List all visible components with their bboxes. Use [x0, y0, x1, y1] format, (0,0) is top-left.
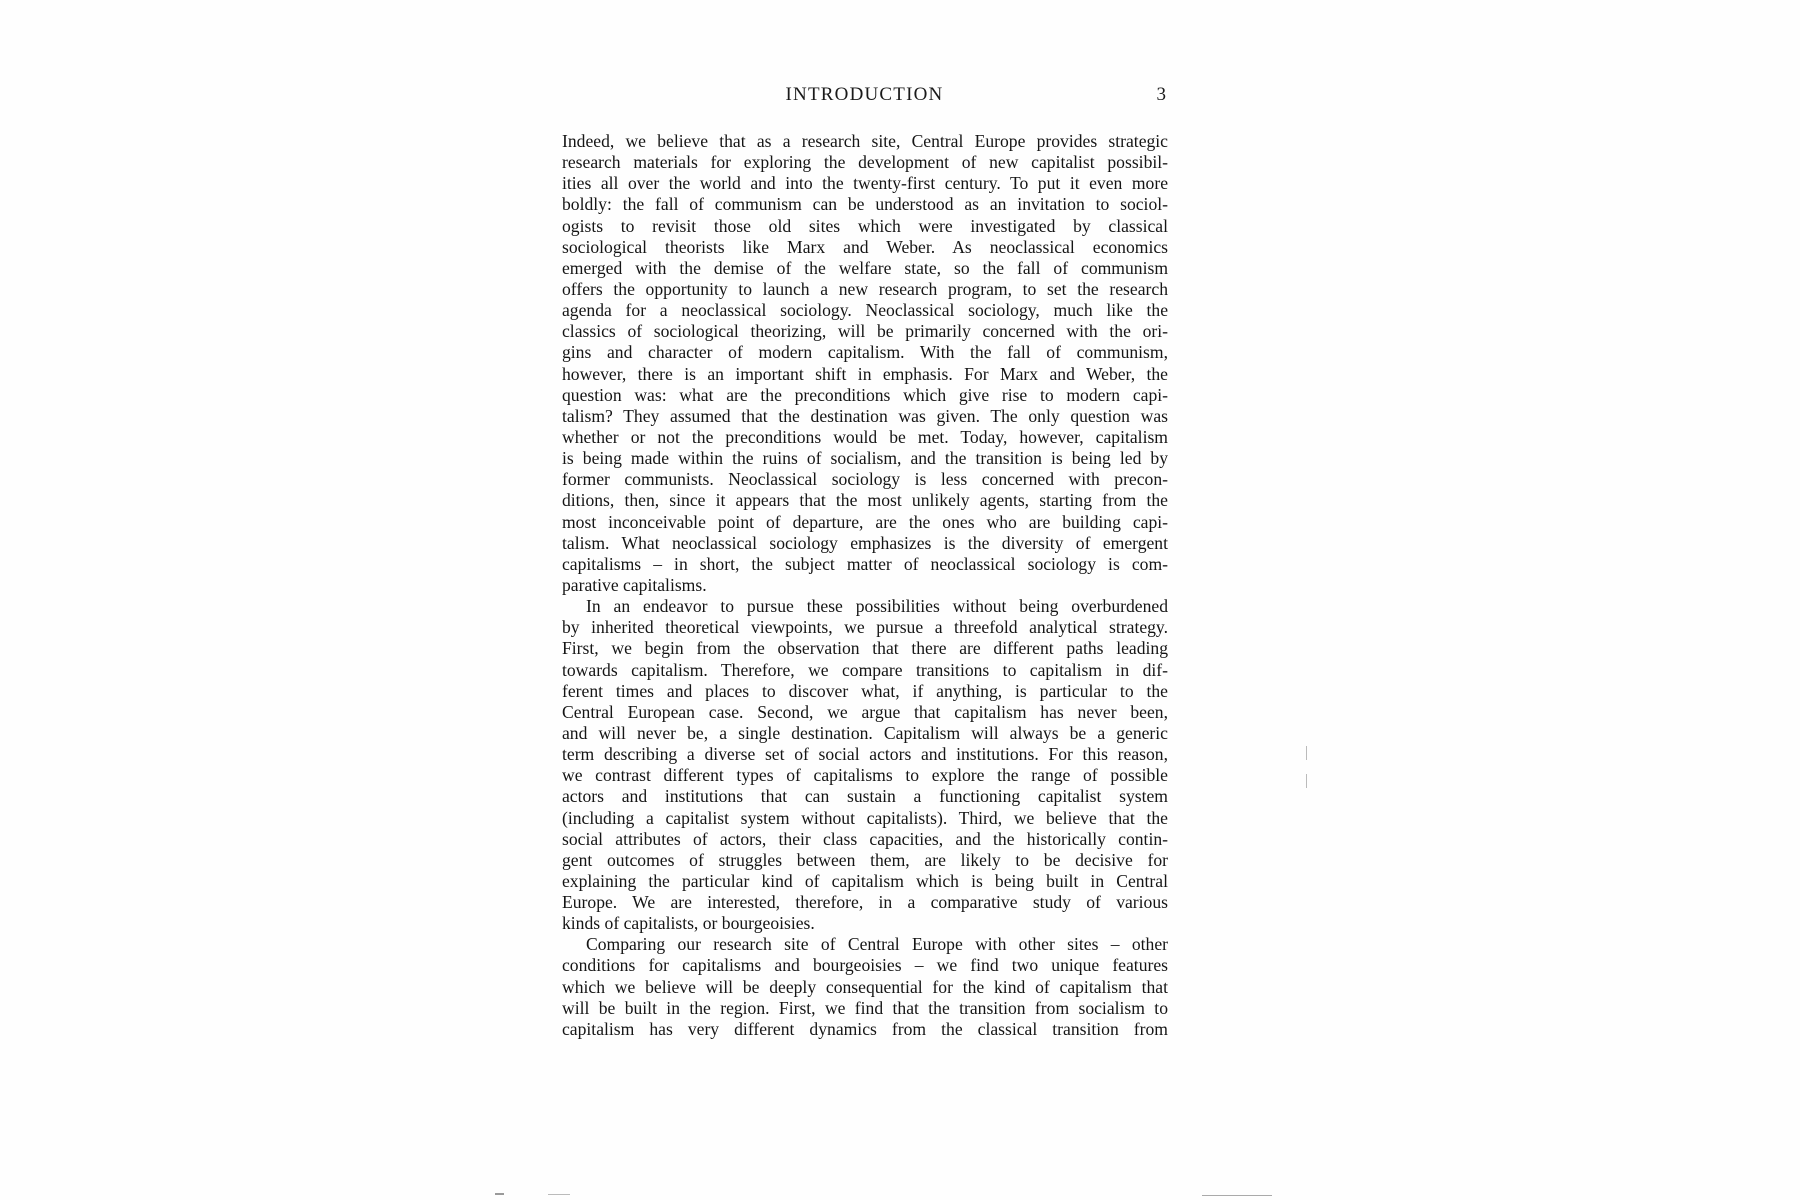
text-line: we contrast different types of capitalisms to explore the range of possible: [562, 765, 1168, 786]
text-line: capitalism has very different dynamics from the classical transition from: [562, 1018, 1168, 1039]
text-line: emerged with the demise of the welfare state, so the fall of communism: [562, 257, 1168, 278]
text-line: actors and institutions that can sustain a functioning capitalist system: [562, 786, 1168, 807]
running-head: [563, 84, 1166, 108]
text-line: gins and character of modern capitalism. With the fall of communism,: [562, 342, 1168, 363]
text-line: agenda for a neoclassical sociology. Neoclassical sociology, much like the: [562, 300, 1168, 321]
text-line: boldly: the fall of communism can be understood as an invitation to sociol-: [562, 194, 1168, 215]
text-line: by inherited theoretical viewpoints, we pursue a threefold analytical strategy.: [562, 617, 1168, 638]
scan-artifact-mark: [495, 1193, 504, 1195]
paragraph: [562, 934, 1168, 1040]
text-line: offers the opportunity to launch a new research program, to set the research: [562, 278, 1168, 299]
text-line: is being made within the ruins of socialism, and the transition is being led by: [562, 448, 1168, 469]
text-line: Europe. We are interested, therefore, in a comparative study of various: [562, 892, 1168, 913]
scan-artifact-mark: [1306, 746, 1307, 760]
text-line: social attributes of actors, their class capacities, and the historically contin-: [562, 828, 1168, 849]
text-line: Comparing our research site of Central Europe with other sites – other: [586, 934, 1168, 955]
text-line: Indeed, we believe that as a research site, Central Europe provides strategic: [562, 131, 1168, 151]
text-line: conditions for capitalisms and bourgeoisies – we find two unique features: [562, 955, 1168, 976]
text-line: explaining the particular kind of capitalism which is being built in Central: [562, 870, 1168, 891]
text-line: (including a capitalist system without capitalists). Third, we believe that the: [562, 807, 1168, 828]
text-line: capitalisms – in short, the subject matter of neoclassical sociology is com-: [562, 553, 1168, 574]
text-line: ogists to revisit those old sites which were investigated by classical: [562, 215, 1168, 236]
paragraph: [562, 596, 1168, 934]
body-text: [562, 131, 1168, 1040]
text-line: kinds of capitalists, or bourgeoisies.: [562, 913, 815, 934]
text-line: talism? They assumed that the destination was given. The only question was: [562, 405, 1168, 426]
text-line: will be built in the region. First, we find that the transition from socialism to: [562, 997, 1168, 1018]
text-line: whether or not the preconditions would be met. Today, however, capitalism: [562, 426, 1168, 447]
paragraph: [562, 131, 1168, 596]
page-number: 3: [1156, 84, 1166, 105]
text-line: towards capitalism. Therefore, we compare transitions to capitalism in dif-: [562, 659, 1168, 680]
text-line: ditions, then, since it appears that the most unlikely agents, starting from the: [562, 490, 1168, 511]
text-line: term describing a diverse set of social actors and institutions. For this reason,: [562, 744, 1168, 765]
text-line: research materials for exploring the development of new capitalist possibil-: [562, 152, 1168, 173]
text-line: however, there is an important shift in emphasis. For Marx and Weber, the: [562, 363, 1168, 384]
scan-artifact-mark: [548, 1194, 570, 1195]
scan-artifact-mark: [1202, 1195, 1272, 1196]
text-line: which we believe will be deeply consequential for the kind of capitalism that: [562, 976, 1168, 997]
text-line: In an endeavor to pursue these possibilities without being overburdened: [586, 596, 1168, 617]
text-line: gent outcomes of struggles between them, are likely to be decisive for: [562, 849, 1168, 870]
text-line: sociological theorists like Marx and Weber. As neoclassical economics: [562, 236, 1168, 257]
scan-artifact-mark: [1306, 774, 1307, 788]
text-line: ferent times and places to discover what, if anything, is particular to the: [562, 680, 1168, 701]
text-line: talism. What neoclassical sociology emphasizes is the diversity of emergent: [562, 532, 1168, 553]
text-line: former communists. Neoclassical sociology is less concerned with precon-: [562, 469, 1168, 490]
running-title: INTRODUCTION: [785, 84, 944, 105]
text-line: most inconceivable point of departure, are the ones who are building capi-: [562, 511, 1168, 532]
text-line: question was: what are the preconditions which give rise to modern capi-: [562, 384, 1168, 405]
text-line: and will never be, a single destination. Capitalism will always be a generic: [562, 722, 1168, 743]
text-line: Central European case. Second, we argue that capitalism has never been,: [562, 701, 1168, 722]
text-line: First, we begin from the observation that there are different paths leading: [562, 638, 1168, 659]
text-line: ities all over the world and into the twenty-first century. To put it even more: [562, 173, 1168, 194]
text-line: parative capitalisms.: [562, 574, 707, 595]
text-line: classics of sociological theorizing, will be primarily concerned with the ori-: [562, 321, 1168, 342]
